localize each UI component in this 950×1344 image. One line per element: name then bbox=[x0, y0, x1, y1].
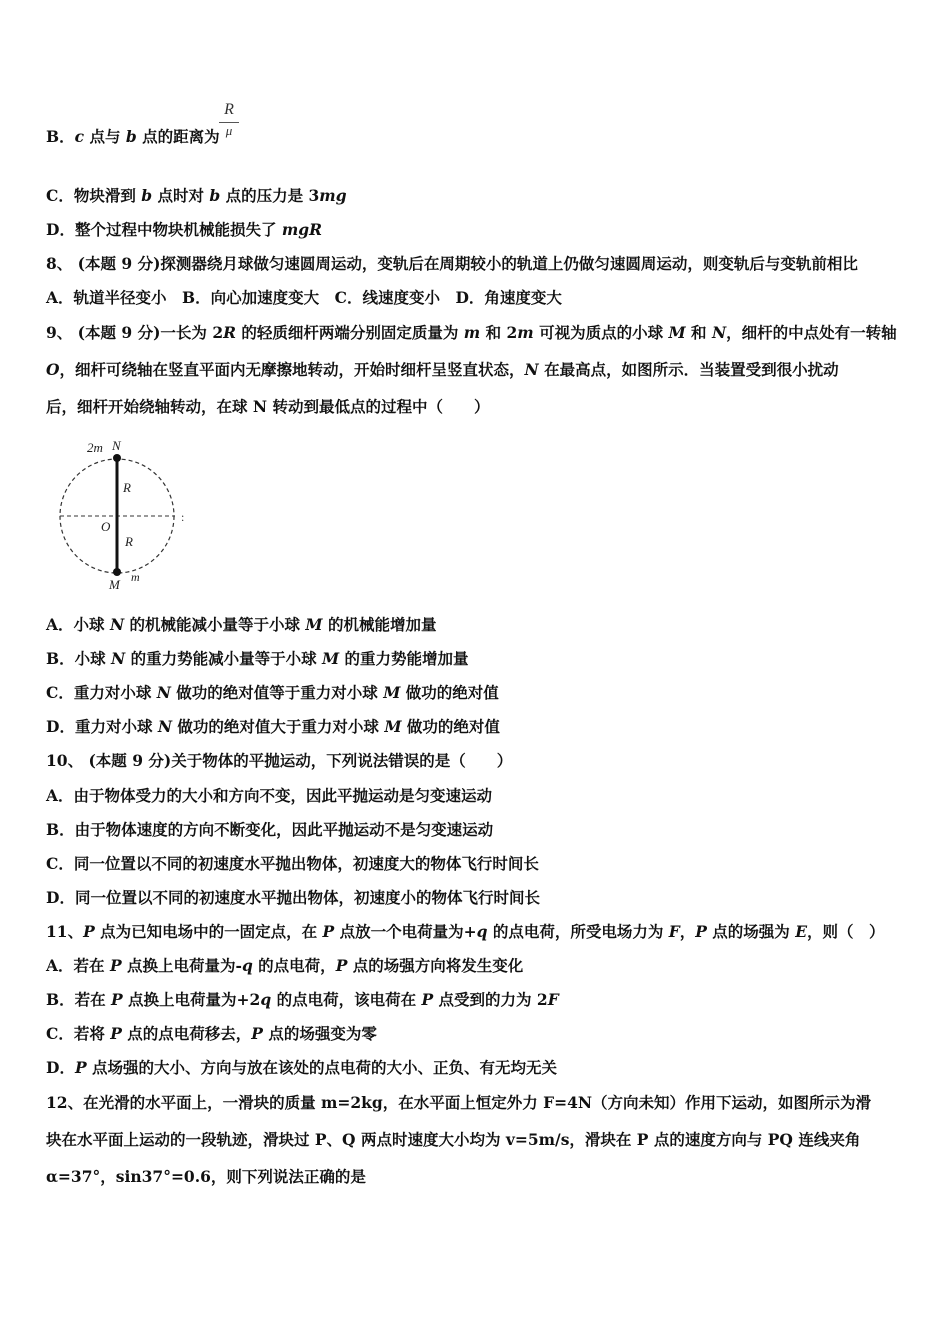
q9-stem-line1: 9、 (本题 9 分)一长为 2R 的轻质细杆两端分别固定质量为 m 和 2m 可视为质点的小球 M 和 N，细杆的中点处有一转轴 bbox=[46, 323, 897, 342]
fraction-r-over-mu bbox=[219, 101, 239, 139]
q9-option-a: A．小球 N 的机械能减小量等于小球 M 的机械能增加量 bbox=[46, 615, 437, 634]
q7-option-d: D．整个过程中物块机械能损失了 mgR bbox=[46, 220, 322, 239]
fraction-numerator: R bbox=[224, 101, 234, 118]
label-top-mass: 2m bbox=[87, 440, 103, 455]
q10-option-c: C．同一位置以不同的初速度水平抛出物体，初速度大的物体飞行时间长 bbox=[46, 854, 539, 873]
axis-end-mark: : bbox=[181, 510, 185, 524]
q10-stem: 10、 (本题 9 分)关于物体的平抛运动，下列说法错误的是（ ） bbox=[46, 751, 513, 770]
q12-stem-line3: α=37°，sin37°=0.6，则下列说法正确的是 bbox=[46, 1167, 366, 1186]
fraction-denominator: μ bbox=[225, 123, 233, 138]
q10-option-a: A．由于物体受力的大小和方向不变，因此平抛运动是匀变速运动 bbox=[46, 786, 493, 805]
q9-stem-line3: 后，细杆开始绕轴转动，在球 N 转动到最低点的过程中（ ） bbox=[46, 397, 490, 416]
ball-n bbox=[113, 454, 121, 462]
label-bottom-mass: m bbox=[131, 570, 140, 584]
label-lower-r: R bbox=[125, 534, 133, 549]
q7-option-c: C．物块滑到 b 点时对 b 点的压力是 3mg bbox=[46, 186, 347, 205]
q11-option-b: B．若在 P 点换上电荷量为+2q 的点电荷，该电荷在 P 点受到的力为 2F bbox=[46, 990, 559, 1009]
q11-option-a: A．若在 P 点换上电荷量为-q 的点电荷，P 点的场强方向将发生变化 bbox=[46, 956, 524, 975]
q12-stem-line1: 12、在光滑的水平面上，一滑块的质量 m=2kg，在水平面上恒定外力 F=4N（方向未知）作用下运动，如图所示为滑 bbox=[46, 1093, 872, 1112]
q9-stem-line2: O，细杆可绕轴在竖直平面内无摩擦地转动，开始时细杆呈竖直状态，N 在最高点，如图所示．当装置受到很小扰动 bbox=[46, 360, 839, 379]
rotating-rod-figure bbox=[55, 436, 195, 596]
ball-m bbox=[113, 568, 121, 576]
label-o: O bbox=[101, 519, 111, 534]
q8-stem: 8、 (本题 9 分)探测器绕月球做匀速圆周运动，变轨后在周期较小的轨道上仍做匀速圆周运动，则变轨后与变轨前相比 bbox=[46, 254, 858, 273]
label-upper-r: R bbox=[123, 480, 131, 495]
q9-option-c: C．重力对小球 N 做功的绝对值等于重力对小球 M 做功的绝对值 bbox=[46, 683, 499, 702]
q12-stem-line2: 块在水平面上运动的一段轨迹，滑块过 P、Q 两点时速度大小均为 v=5m/s，滑块在 P 点的速度方向与 PQ 连线夹角 bbox=[46, 1130, 861, 1149]
q10-option-b: B．由于物体速度的方向不断变化，因此平抛运动不是匀变速运动 bbox=[46, 820, 494, 839]
q11-option-c: C．若将 P 点的点电荷移去，P 点的场强变为零 bbox=[46, 1024, 377, 1043]
label-m: M bbox=[109, 577, 120, 592]
label-n: N bbox=[112, 438, 121, 453]
q9-option-b: B．小球 N 的重力势能减小量等于小球 M 的重力势能增加量 bbox=[46, 649, 469, 668]
q9-option-d: D．重力对小球 N 做功的绝对值大于重力对小球 M 做功的绝对值 bbox=[46, 717, 500, 736]
q10-option-d: D．同一位置以不同的初速度水平抛出物体，初速度小的物体飞行时间长 bbox=[46, 888, 540, 907]
q8-options: A．轨道半径变小 B．向心加速度变大 C．线速度变小 D．角速度变大 bbox=[46, 288, 562, 307]
q11-option-d: D．P 点场强的大小、方向与放在该处的点电荷的大小、正负、有无均无关 bbox=[46, 1058, 558, 1077]
q11-stem: 11、P 点为已知电场中的一固定点，在 P 点放一个电荷量为+q 的点电荷，所受电场力为 F，P 点的场强为 E，则（ ） bbox=[46, 922, 885, 941]
q7-option-b: B．c 点与 b 点的距离为 bbox=[46, 127, 220, 146]
